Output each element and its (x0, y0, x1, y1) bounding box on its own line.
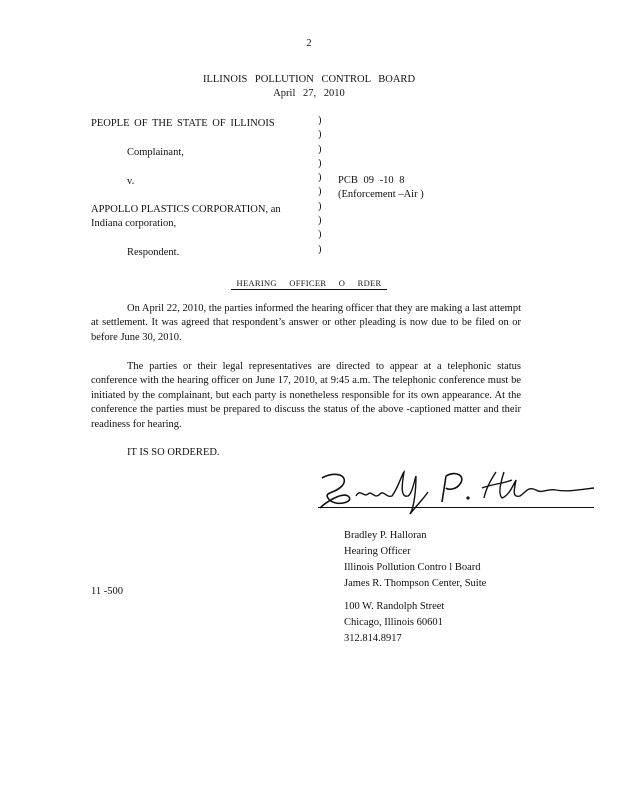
caption-paren: ) (318, 115, 322, 126)
caption-paren: ) (318, 186, 322, 198)
respondent-label: Respondent. (127, 247, 180, 258)
signer-name: Bradley P. Halloran (344, 530, 427, 541)
caption-paren: ) (318, 172, 322, 184)
board-name: ILLINOIS POLLUTION CONTROL BOARD (202, 74, 416, 85)
caption-paren: ) (318, 215, 322, 227)
signer-title: Hearing Officer (344, 546, 411, 557)
signer-building: James R. Thompson Center, Suite (344, 578, 487, 589)
address-block (344, 600, 444, 648)
defendant-name-line2: Indiana corporation, (91, 218, 177, 229)
caption-paren: ) (318, 143, 322, 155)
caption-paren: ) (318, 229, 322, 241)
signature-image (316, 468, 596, 518)
paragraph-status-conference: The parties or their legal representatives are directed to appear at a telephonic status conference with the hearing officer on June 17, 2010, at 9:45 a.m. The telephonic conference must be initiated by the complainant, but each party is nonetheless responsible for its own appearance. At the conference the parties must be prepared to discuss the status of the above -captioned matter and their readiness for hearing. (91, 361, 521, 430)
caption-paren: ) (318, 157, 322, 169)
order-title (0, 276, 618, 290)
caption-paren: ) (318, 129, 322, 141)
page-number: 2 (306, 38, 312, 49)
paragraph-settlement: On April 22, 2010, the parties informed the hearing officer that they are making a last attempt at settlement. It was agreed that respondent’s answer or other pleading is now due to be filed on or before June 30, 2010. (91, 303, 521, 343)
street-address: 100 W. Randolph Street (344, 601, 445, 612)
so-ordered: IT IS SO ORDERED. (127, 447, 220, 458)
caption-paren: ) (318, 243, 322, 255)
signature-block (344, 529, 486, 593)
signature-line (318, 507, 594, 508)
order-date: April 27, 2010 (273, 88, 345, 99)
plaintiff-name: PEOPLE OF THE STATE OF ILLINOIS (91, 118, 275, 129)
suite-number: 11 -500 (91, 586, 123, 597)
city-state-zip: Chicago, Illinois 60601 (344, 617, 443, 628)
defendant-name-line1: APPOLLO PLASTICS CORPORATION, an (91, 204, 281, 215)
phone-number: 312.814.8917 (344, 633, 402, 644)
signer-agency: Illinois Pollution Contro l Board (344, 562, 481, 573)
case-number: PCB 09 -10 8 (338, 175, 405, 186)
order-title-text: HEARING OFFICER O RDER (231, 278, 388, 290)
caption-paren-column (318, 114, 330, 257)
versus-label: v. (127, 176, 135, 187)
case-type: (Enforcement –Air ) (338, 189, 424, 200)
caption-paren: ) (318, 200, 322, 212)
complainant-label: Complainant, (127, 147, 184, 158)
